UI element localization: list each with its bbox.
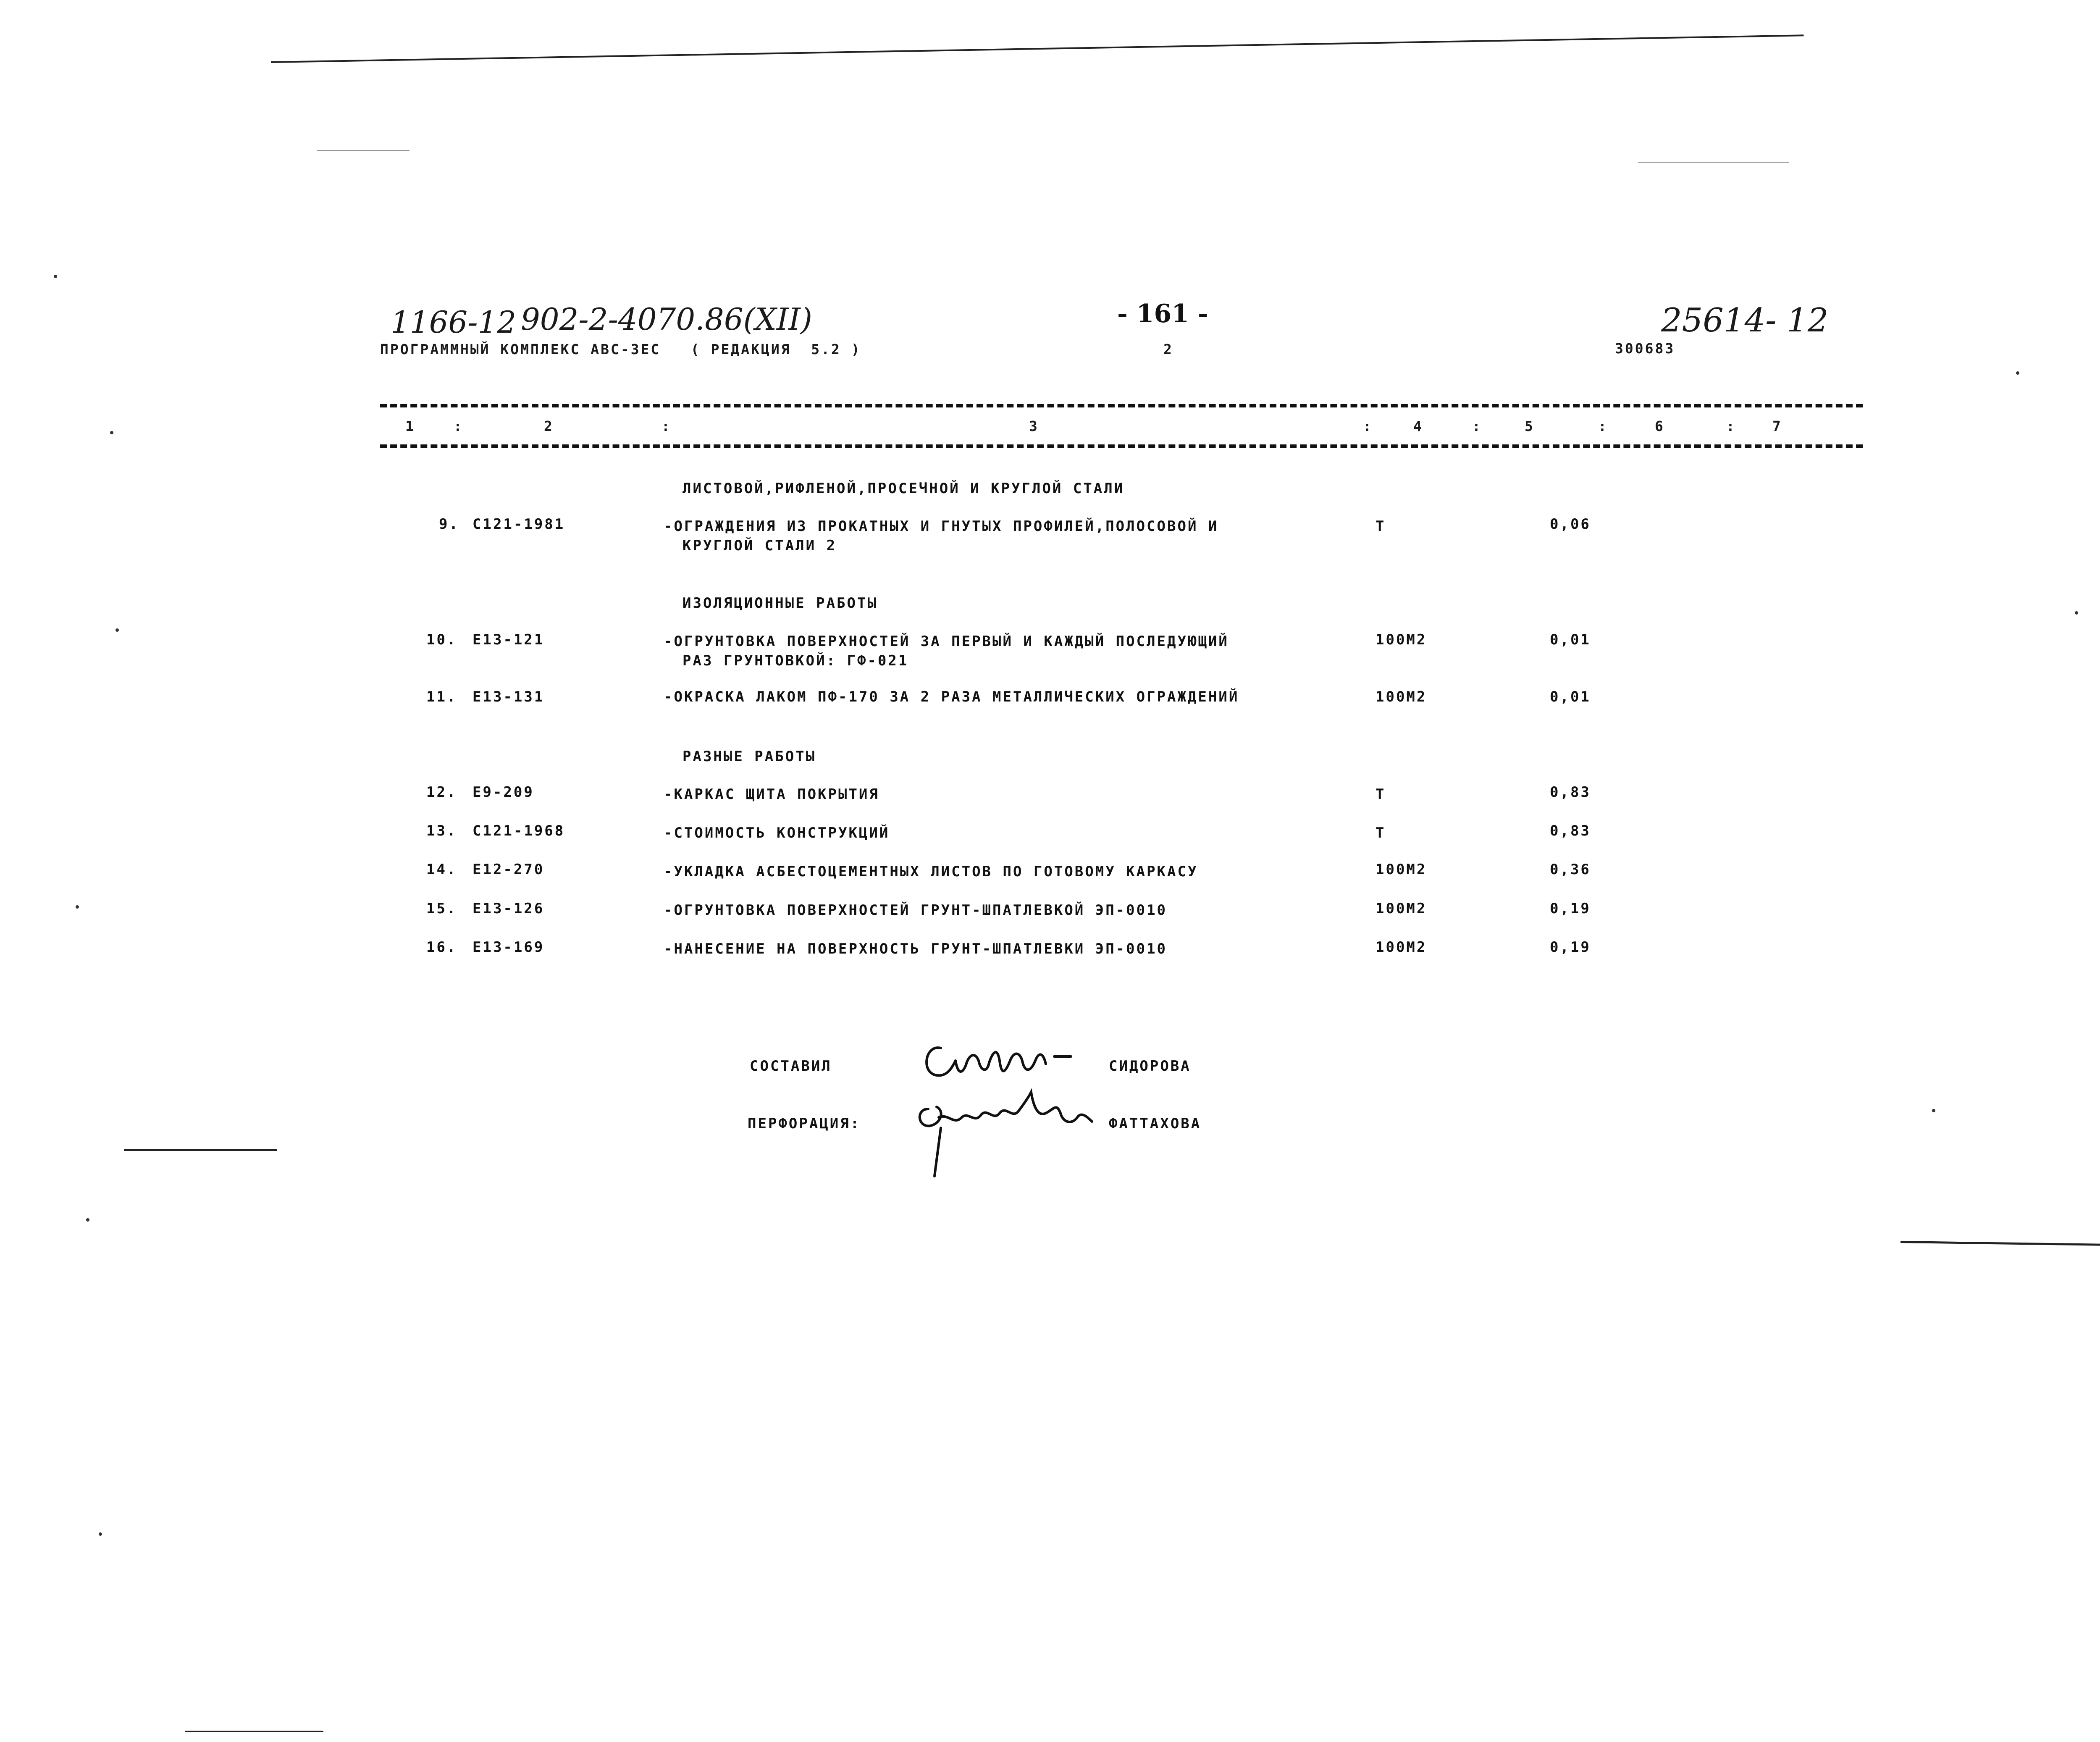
row-quantity: 0,36 — [1550, 861, 1591, 878]
row-number: 11. — [426, 688, 457, 705]
row-description-continued: РАЗ ГРУНТОВКОЙ: ГФ-021 — [682, 652, 909, 669]
row-code: С121-1968 — [472, 822, 565, 839]
signature-composer — [916, 1031, 1092, 1090]
speck — [110, 431, 113, 434]
row-quantity: 0,19 — [1550, 939, 1591, 956]
speck — [76, 905, 79, 909]
row-code: Е12-270 — [472, 861, 545, 878]
column-header: 1 — [405, 418, 415, 434]
speck — [99, 1532, 102, 1536]
scan-border-left — [124, 1149, 277, 1151]
table-top-rule — [380, 404, 1863, 407]
row-code: Е13-126 — [472, 900, 545, 917]
handwritten-sheet-number: 1166-12 — [391, 305, 517, 340]
row-code: Е9-209 — [472, 784, 534, 801]
page-number: - 161 - — [1117, 299, 1208, 328]
row-code: С121-1981 — [472, 516, 565, 533]
row-number: 13. — [426, 822, 457, 839]
speck — [116, 628, 119, 632]
row-number: 9. — [439, 516, 459, 533]
row-quantity: 0,19 — [1550, 900, 1591, 917]
column-header: 5 — [1525, 418, 1535, 434]
row-quantity: 0,83 — [1550, 784, 1591, 801]
perforation-name: ФАТТАХОВА — [1109, 1115, 1202, 1132]
column-separator: : — [1472, 418, 1482, 434]
column-separator: : — [454, 418, 464, 434]
scan-dash-1 — [317, 150, 410, 151]
sheet-indicator: 2 — [1163, 341, 1173, 357]
row-unit: Т — [1376, 518, 1386, 535]
row-code: Е13-121 — [472, 631, 545, 648]
row-description: -НАНЕСЕНИЕ НА ПОВЕРХНОСТЬ ГРУНТ-ШПАТЛЕВКИ ЭП-0010 — [664, 941, 1168, 957]
scan-border-right — [1900, 1241, 2100, 1246]
row-description: -ОГРУНТОВКА ПОВЕРХНОСТЕЙ ГРУНТ-ШПАТЛЕВКОЙ ЭП-0010 — [664, 902, 1168, 919]
row-unit: 100М2 — [1376, 900, 1427, 917]
row-description: -ОГРАЖДЕНИЯ ИЗ ПРОКАТНЫХ И ГНУТЫХ ПРОФИЛЕЙ,ПОЛОСОВОЙ И — [664, 518, 1219, 535]
speck — [2075, 611, 2078, 615]
row-unit: 100М2 — [1376, 631, 1427, 648]
column-header: 3 — [1029, 418, 1039, 434]
composed-label: СОСТАВИЛ — [750, 1058, 832, 1075]
scan-dash-2 — [1638, 162, 1789, 163]
row-number: 15. — [426, 900, 457, 917]
column-separator: : — [1598, 418, 1608, 434]
row-code: Е13-169 — [472, 939, 545, 956]
column-header: 6 — [1655, 418, 1665, 434]
document-code: 300683 — [1615, 340, 1675, 357]
scan-border-top — [271, 34, 1804, 63]
section-title: ИЗОЛЯЦИОННЫЕ РАБОТЫ — [682, 595, 878, 612]
row-unit: 100М2 — [1376, 688, 1427, 705]
row-description-continued: КРУГЛОЙ СТАЛИ 2 — [682, 537, 837, 554]
row-quantity: 0,01 — [1550, 688, 1591, 705]
row-description: -ОКРАСКА ЛАКОМ ПФ-170 ЗА 2 РАЗА МЕТАЛЛИЧЕСКИХ ОГРАЖДЕНИЙ — [664, 688, 1239, 705]
column-header: 7 — [1772, 418, 1782, 434]
column-separator: : — [1363, 418, 1373, 434]
column-separator: : — [662, 418, 672, 434]
row-description: -КАРКАС ЩИТА ПОКРЫТИЯ — [664, 786, 879, 803]
handwritten-inventory-number: 25614- 12 — [1661, 302, 1829, 339]
scan-border-bottom — [185, 1731, 323, 1732]
perforation-label: ПЕРФОРАЦИЯ: — [748, 1115, 861, 1132]
row-unit: 100М2 — [1376, 861, 1427, 878]
table-header-rule — [380, 444, 1863, 448]
speck — [1932, 1109, 1935, 1112]
row-quantity: 0,01 — [1550, 631, 1591, 648]
column-header: 4 — [1413, 418, 1423, 434]
row-description: -ОГРУНТОВКА ПОВЕРХНОСТЕЙ ЗА ПЕРВЫЙ И КАЖДЫЙ ПОСЛЕДУЮЩИЙ — [664, 633, 1229, 650]
row-number: 12. — [426, 784, 457, 801]
speck — [86, 1218, 89, 1222]
section-title: РАЗНЫЕ РАБОТЫ — [682, 748, 816, 765]
speck — [54, 275, 57, 278]
row-quantity: 0,06 — [1550, 516, 1591, 533]
column-separator: : — [1726, 418, 1736, 434]
row-unit: Т — [1376, 825, 1386, 841]
row-description: -СТОИМОСТЬ КОНСТРУКЦИЙ — [664, 825, 890, 841]
row-code: Е13-131 — [472, 688, 545, 705]
row-number: 10. — [426, 631, 457, 648]
signature-perforator — [911, 1088, 1105, 1185]
row-number: 16. — [426, 939, 457, 956]
column-header: 2 — [544, 418, 554, 434]
row-number: 14. — [426, 861, 457, 878]
row-description: -УКЛАДКА АСБЕСТОЦЕМЕНТНЫХ ЛИСТОВ ПО ГОТОВОМУ КАРКАСУ — [664, 863, 1198, 880]
speck — [2016, 371, 2019, 375]
row-unit: Т — [1376, 786, 1386, 803]
program-header: ПРОГРАММНЫЙ КОМПЛЕКС АВС-3ЕС ( РЕДАКЦИЯ 5.2 ) — [380, 341, 861, 357]
composed-name: СИДОРОВА — [1109, 1058, 1191, 1075]
row-quantity: 0,83 — [1550, 822, 1591, 839]
section-title: ЛИСТОВОЙ,РИФЛЕНОЙ,ПРОСЕЧНОЙ И КРУГЛОЙ СТАЛИ — [682, 480, 1125, 497]
row-unit: 100М2 — [1376, 939, 1427, 956]
handwritten-project-code: 902-2-4070.86(XII) — [521, 302, 812, 337]
